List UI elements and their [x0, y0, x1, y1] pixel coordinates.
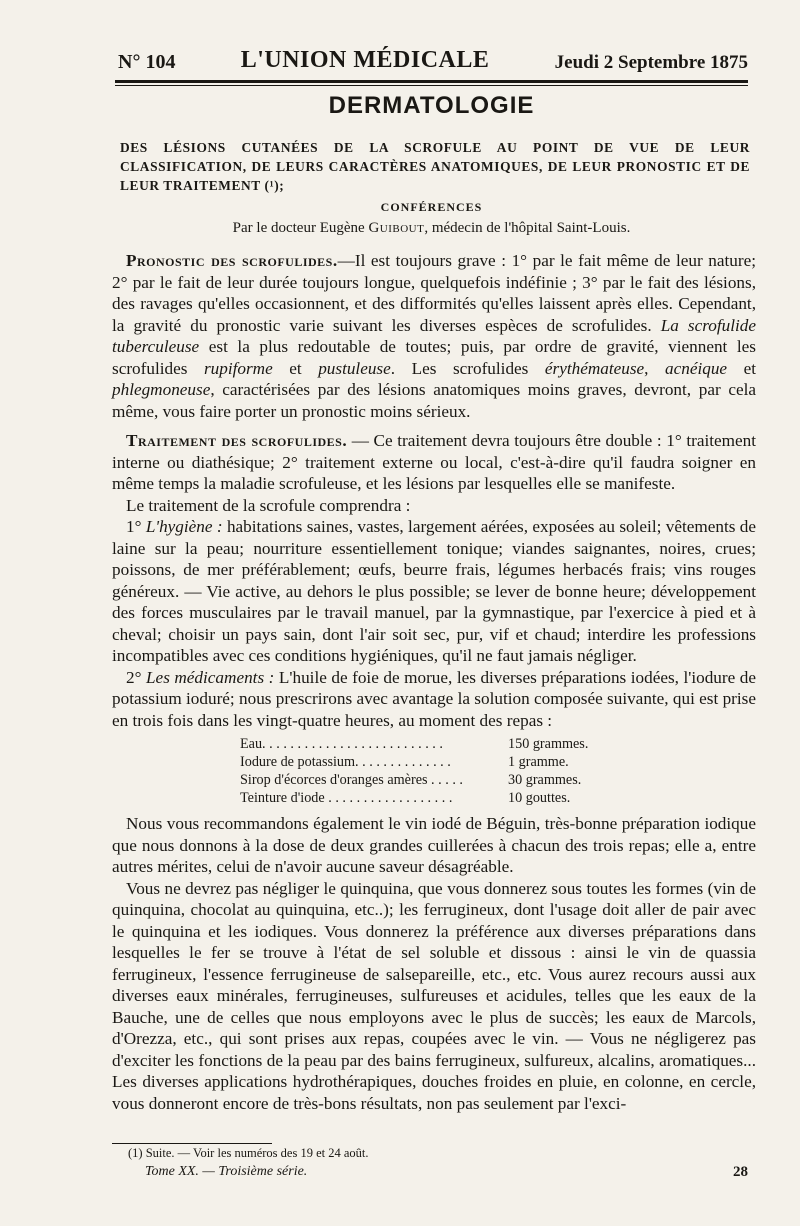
header-rule-thick: [115, 80, 748, 83]
journal-title: L'UNION MÉDICALE: [240, 47, 490, 73]
volume-info: Tome XX. — Troisième série.: [145, 1164, 308, 1179]
formula-ingredient: Eau. . . . . . . . . . . . . . . . . . . . . . . . . .: [240, 736, 443, 752]
hygiene-text: habitations saines, vastes, largement aérées, exposées au soleil; vêtements de laine sur la peau; nourriture essentiellement tonique; viandes saignantes, noires, crues; poissons, de mer préférablement; œufs, beurre frais, légumes herbacés frais; vins rouges généreux. — Vie active, au dehors le plus possible; se lever de bonne heure; développement des forces musculaires par le travail manuel, par la gymnastique, par l'exercice à pied et à cheval; choisir un pays sain, dont l'air soit sec, pur, vif et chaud; interdire les professions incompatibles avec ces conditions hygiéniques, qu'il ne faut jamais négliger.: [112, 517, 756, 665]
pronostic-italic-2: rupiforme: [203, 358, 273, 378]
article-body: [112, 250, 756, 1114]
formula-quantity: 1 gramme.: [508, 754, 569, 770]
hygiene-number: 1°: [126, 517, 146, 536]
pronostic-text-1: —Il est toujours grave : 1° par le fait même de leur nature; 2° par le fait de leur durée toujours longue, quelquefois indéfinie ; 3° par le fait des lésions, des ravages qu'elles occasionnent, et des difformités qu'elles laissent après elles. Cependant, la gravité du pronostic varie suivant les diverses espèces de scrofulides.: [112, 251, 756, 335]
pronostic-text-6: et: [727, 358, 757, 378]
hygiene-label: L'hygiène :: [145, 517, 223, 536]
section-title: DERMATOLOGIE: [328, 92, 535, 119]
paragraph-comprendra: Le traitement de la scrofule comprendra :: [126, 495, 411, 515]
formula-ingredient: Iodure de potassium. . . . . . . . . . . . . .: [240, 754, 451, 770]
formula-row: [240, 735, 756, 753]
paragraph-traitement: [112, 430, 756, 495]
formula-quantity: 10 gouttes.: [508, 790, 571, 806]
issue-number: N° 104: [118, 51, 176, 73]
footnote-rule: [112, 1143, 272, 1144]
formula-row: [240, 789, 756, 807]
pronostic-heading: Pronostic des scrofulides.: [126, 251, 338, 270]
paragraph-medicaments: [112, 667, 756, 732]
page-footer: [145, 1164, 748, 1181]
author-name: Guibout: [368, 220, 425, 236]
paragraph-hygiene: [112, 516, 756, 667]
pronostic-text-4: . Les scrofulides: [390, 358, 545, 378]
author-suffix: , médecin de l'hôpital Saint-Louis.: [424, 220, 631, 236]
paragraph-vin-iode: Nous vous recommandons également le vin iodé de Béguin, très-bonne préparation iodique que nous donnons à la dose de deux grandes cuillerées à chacun des trois repas; elle a, entre autres mérites, celui de n'avoir aucune saveur désagréable.: [112, 814, 756, 876]
issue-date: Jeudi 2 Septembre 1875: [554, 52, 748, 73]
pronostic-italic-3: pustuleuse: [318, 358, 391, 378]
pronostic-italic-1: La scrofulide tuberculeuse: [112, 315, 756, 356]
pronostic-text-3: et: [272, 358, 319, 378]
formula-quantity: 30 grammes.: [508, 772, 582, 788]
pronostic-italic-6: phlegmoneuse: [112, 380, 211, 399]
medicaments-label: Les médicaments :: [146, 667, 275, 687]
formula-ingredient: Sirop d'écorces d'oranges amères . . . . .: [240, 772, 463, 788]
traitement-heading: Traitement des scrofulides.: [126, 431, 348, 450]
medicaments-text: L'huile de foie de morue, les diverses préparations iodées, l'iodure de potassium ioduré; nous prescrirons avec avantage la solution composée suivante, qui est prise en trois fois dans les vingt-quatre heures, au moment des repas :: [112, 667, 756, 730]
footnote: (1) Suite. — Voir les numéros des 19 et 24 août.: [128, 1146, 369, 1160]
traitement-text: — Ce traitement devra toujours être double : 1° traitement interne ou diathésique; 2° traitement externe ou local, c'est-à-dire qu'il faudra soigner en même temps la maladie scrofuleuse, et les lésions par lesquelles elle se manifeste.: [112, 431, 756, 493]
header-rule-thin: [115, 85, 748, 86]
author-line: [115, 220, 748, 237]
pronostic-italic-5: acnéique: [665, 358, 728, 378]
pronostic-text-7: , caractérisées par des lésions anatomiques moins graves, devront, par cela même, vous faire porter un pronostic moins sérieux.: [112, 380, 756, 421]
formula-row: [240, 771, 756, 789]
pronostic-italic-4: érythémateuse: [544, 358, 645, 378]
formula-row: [240, 753, 756, 771]
medicaments-number: 2°: [126, 667, 146, 687]
formula-quantity: 150 grammes.: [508, 736, 589, 752]
paragraph-quinquina: Vous ne devrez pas négliger le quinquina, que vous donnerez sous toutes les formes (vin de quinquina, chocolat au quinquina, etc..); les ferrugineux, dont l'usage doit aller de pair avec le quinquina et les iodiques. Vous donnerez la préférence aux diverses préparations dans lesquelles le fer se trouve à l'état de sel soluble et dissous : ainsi le vin de quassia ferrugineux, l'essence ferrugineuse de salsepareille, etc., etc. Vous aurez recours aussi aux diverses eaux minérales, ferrugineuses, sulfureuses et acidules, telles que les eaux de la Bauche, une de celles que nous employons avec le plus de succès; les eaux de Marcols, d'Orezza, etc., qui sont prises aux repas, coupées avec le vin. — Vous ne négligerez pas d'exciter les fonctions de la peau par des bains ferrugineux, sulfureux, alcalins, aromatiques... Les diverses applications hydrothérapiques, douches froides en pluie, en colonne, en cercle, vous donneront encore de très-bons résultats, non pas seulement par l'exci-: [112, 878, 756, 1113]
conferences-label: CONFÉRENCES: [380, 200, 483, 214]
running-header: [118, 40, 748, 74]
pronostic-text-5: ,: [644, 358, 666, 378]
prescription-formula: [240, 735, 756, 807]
page-number: 28: [733, 1164, 748, 1180]
author-prefix: Par le docteur Eugène: [232, 220, 369, 236]
paragraph-pronostic: [112, 250, 756, 422]
pronostic-text-2: est la plus redoutable de toutes; puis, par ordre de gravité, viennent les scrofulides: [112, 337, 756, 378]
article-title: DES LÉSIONS CUTANÉES DE LA SCROFULE AU POINT DE VUE DE LEUR CLASSIFICATION, DE LEURS CARACTÈRES ANATOMIQUES, DE LEUR PRONOSTIC ET DE LEUR TRAITEMENT (¹);: [120, 140, 750, 193]
formula-ingredient: Teinture d'iode . . . . . . . . . . . . . . . . . .: [240, 790, 453, 806]
